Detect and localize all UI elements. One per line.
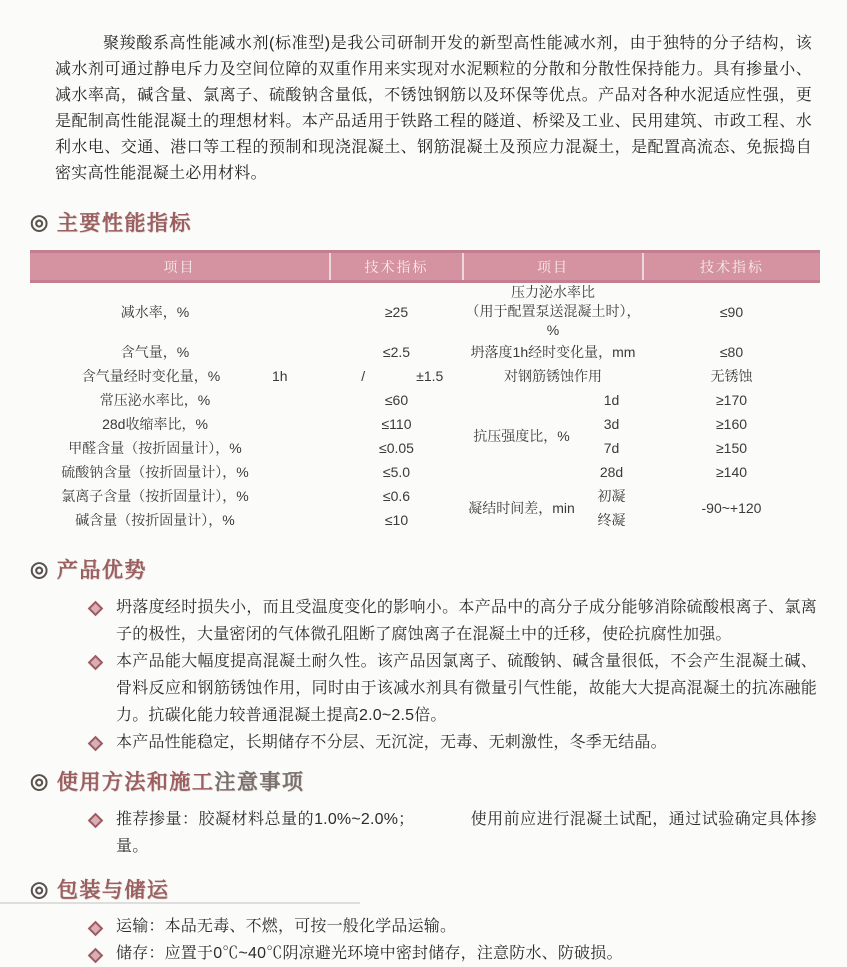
section-title-faded: 注意事项: [214, 771, 305, 794]
table-row: [30, 436, 820, 460]
advantage-item: [88, 594, 817, 648]
perf-sub: 初凝: [597, 488, 626, 504]
column-header-spec-right: 技术指标: [643, 252, 820, 282]
perf-value: -90~+120: [701, 500, 762, 516]
document-page: [0, 31, 847, 967]
table-row: [30, 388, 820, 412]
perf-value: ≥25: [384, 303, 409, 320]
perf-label: 碱含量（按折固量计），%: [75, 512, 235, 528]
bullseye-icon: ◎: [30, 557, 50, 581]
dosage-text: [116, 806, 817, 860]
advantage-text: 本产品性能稳定，长期储存不分层、无沉淀，无毒、无刺激性，冬季无结晶。: [116, 734, 667, 751]
dosage-note: 使用前应进行混凝土试配，通过试验确定具体掺量。: [116, 811, 817, 855]
diamond-bullet-icon: [88, 655, 104, 671]
column-header-spec-left: 技术指标: [330, 252, 463, 282]
perf-label: 常压泌水率比，%: [99, 392, 211, 408]
perf-value: ≤90: [719, 303, 744, 320]
section-title: 包装与储运: [56, 879, 170, 902]
perf-group-label: 抗压强度比，%: [473, 428, 570, 444]
dosage-item: [88, 806, 817, 860]
perf-label: 含气量，%: [120, 344, 190, 360]
perf-label: 对钢筋锈蚀作用: [504, 368, 602, 384]
diamond-bullet-icon: [88, 813, 104, 829]
storage-text: 储存：应置于0℃~40℃阴凉避光环境中密封储存，注意防水、防破损。: [116, 945, 623, 962]
perf-value-text: ±1.5: [416, 368, 444, 384]
perf-value: ≤5.0: [382, 464, 411, 480]
section-title: 使用方法和施工: [56, 771, 215, 794]
bullseye-icon: ◎: [30, 210, 50, 234]
perf-label-line2: （用于配置泵送混凝土时），%: [465, 303, 641, 338]
perf-value: ≥170: [715, 392, 748, 408]
perf-label: 28d收缩率比，%: [102, 416, 208, 432]
transport-item: [88, 914, 817, 940]
intro-paragraph: 聚羧酸系高性能减水剂(标准型)是我公司研制开发的新型高性能减水剂，由于独特的分子结构，该减水剂可通过静电斥力及空间位障的双重作用来实现对水泥颗粒的分散和分散性保持能力。具有掺量小、减水率高，碱含量、氯离子、硫酸钠含量低，不锈蚀钢筋以及环保等优点。产品对各种水泥适应性强，更是配制高性能混凝土的理想材料。本产品适用于铁路工程的隧道、桥梁及工业、民用建筑、市政工程、水利水电、交通、港口等工程的预制和现浇混凝土、钢筋混凝土及预应力混凝土，是配置高流态、免振捣自密实高性能混凝土必用材料。: [55, 35, 812, 182]
table-row: [30, 460, 820, 484]
perf-label: 甲醛含量（按折固量计），%: [68, 440, 242, 456]
table-row: [30, 364, 820, 388]
advantage-text: 坍落度经时损失小，而且受温度变化的影响小。本产品中的高分子成分能够消除硫酸根离子、氯离子的极性，大量密闭的气体微孔阻断了腐蚀离子在混凝土中的迁移，使砼抗腐性加强。: [116, 599, 817, 643]
storage-item: [88, 941, 817, 967]
perf-value: [330, 364, 463, 388]
perf-value: ≤60: [384, 392, 409, 408]
transport-text: 运输：本品无毒、不燃，可按一般化学品运输。: [116, 918, 457, 935]
advantage-item: [88, 648, 817, 729]
diamond-bullet-icon: [88, 948, 104, 964]
perf-sub: 1d: [603, 392, 620, 408]
perf-sub: 终凝: [597, 512, 626, 528]
perf-label: 减水率，%: [120, 303, 190, 320]
column-header-item-left: 项目: [30, 252, 330, 282]
advantage-text: 本产品能大幅度提高混凝土耐久性。该产品因氯离子、硫酸钠、碱含量很低，不会产生混凝土碱、骨料反应和钢筋锈蚀作用，同时由于该减水剂具有微量引气性能，故能大大提高混凝土的抗冻融能力。抗碳化能力较普通混凝土提高2.0~2.5倍。: [116, 653, 817, 724]
advantage-item: [88, 729, 817, 756]
perf-time: 1h: [272, 368, 288, 384]
table-row: [30, 282, 820, 341]
perf-sub: 3d: [603, 416, 620, 432]
perf-value: ≥150: [715, 440, 748, 456]
perf-label-line1: 压力泌水率比: [511, 284, 595, 300]
perf-value: 无锈蚀: [710, 368, 753, 384]
perf-sub: 28d: [599, 464, 624, 480]
dosage-recommendation: 推荐掺量：胶凝材料总量的1.0%~2.0%；: [116, 811, 415, 828]
perf-value: ≤110: [381, 416, 412, 432]
perf-value: ≤0.05: [379, 440, 414, 456]
section-title: 主要性能指标: [56, 212, 192, 235]
perf-label: 硫酸钠含量（按折固量计），%: [61, 464, 249, 480]
packaging-list: [88, 914, 817, 967]
perf-label: 氯离子含量（按折固量计），%: [61, 488, 249, 504]
perf-value: ≥160: [715, 416, 748, 432]
section-heading-usage: [0, 766, 847, 796]
table-row: [30, 340, 820, 364]
performance-table: [30, 250, 820, 532]
usage-list: [88, 806, 817, 860]
perf-label: [463, 282, 643, 341]
section-heading-advantages: [0, 554, 847, 584]
section-title: 产品优势: [56, 559, 147, 582]
perf-group-label: 凝结时间差，min: [468, 500, 575, 516]
table-row: [30, 484, 820, 508]
perf-label-text: 含气量经时变化量，%: [81, 368, 221, 384]
diamond-bullet-icon: [88, 921, 104, 937]
perf-value: ≤80: [719, 344, 744, 360]
perf-value: ≥140: [715, 464, 748, 480]
table-row: [30, 412, 820, 436]
perf-label: 坍落度1h经时变化量，mm: [470, 344, 636, 360]
table-header-row: [30, 252, 820, 282]
section-heading-performance: [0, 207, 847, 237]
section-heading-packaging: [0, 874, 847, 904]
bullseye-icon: ◎: [30, 769, 50, 793]
diamond-bullet-icon: [88, 736, 104, 752]
diamond-bullet-icon: [88, 601, 104, 617]
perf-label: [30, 364, 330, 388]
perf-slash: /: [361, 368, 366, 384]
column-header-item-right: 项目: [463, 252, 643, 282]
bullseye-icon: ◎: [30, 877, 50, 901]
perf-sub: 7d: [603, 440, 620, 456]
perf-value: ≤10: [384, 512, 409, 528]
perf-value: ≤2.5: [382, 344, 411, 360]
scan-edge-artifact: [0, 902, 360, 904]
advantages-list: [88, 594, 817, 756]
perf-value: ≤0.6: [382, 488, 411, 504]
